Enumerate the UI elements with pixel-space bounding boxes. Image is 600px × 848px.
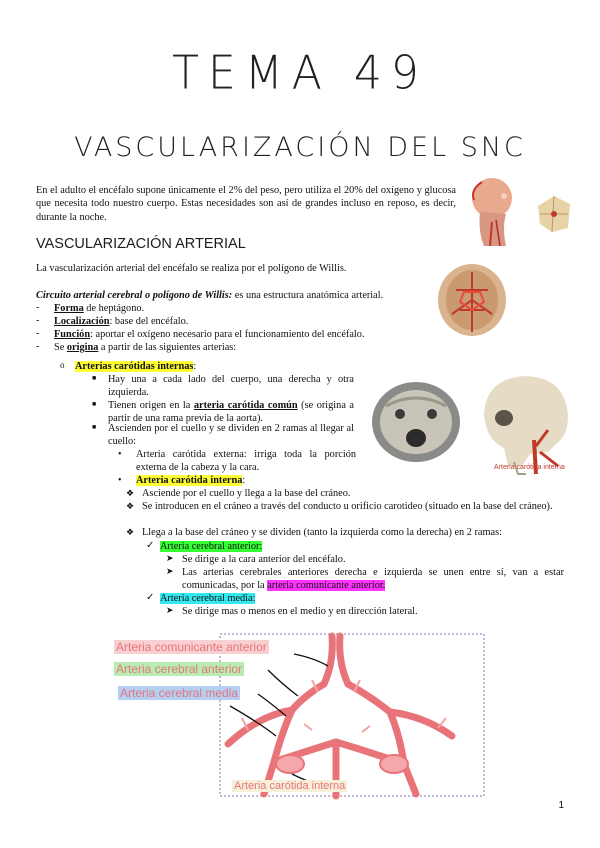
- label-cerebral-media: Arteria cerebral media: [120, 686, 239, 700]
- internal-carotid-3: Llega a la base del cráneo y se dividen (tanto la izquierda como la derecha) en 2 ramas:: [142, 527, 502, 538]
- arrow-bullet-icon: ➤: [166, 553, 174, 563]
- label-cerebral-anterior: Arteria cerebral anterior: [116, 662, 243, 676]
- dash-bullet: -: [36, 302, 40, 313]
- aca-heading: Arteria cerebral anterior:: [160, 541, 263, 552]
- arrow-bullet-icon: ➤: [166, 566, 174, 576]
- willis-diagram: [108, 632, 486, 800]
- mca-text-1: Se dirige mas o menos en el medio y en dirección lateral.: [182, 606, 418, 617]
- dash-bullet: -: [36, 341, 40, 352]
- circuit-label: Circuito arterial cerebral o polígono de Willis:: [36, 290, 233, 301]
- label-comunicante-anterior: Arteria comunicante anterior: [116, 640, 267, 654]
- page-subtitle: VASCULARIZACIÓN DEL SNC: [74, 132, 526, 163]
- circuit-text: es una estructura anatómica arterial.: [232, 290, 384, 301]
- circuit-definition: [36, 289, 436, 302]
- feature-forma: Forma de heptágono.: [54, 303, 145, 314]
- head-anatomy-image: [462, 172, 524, 246]
- dash-bullet: -: [36, 328, 40, 339]
- feature-localizacion: Localización: base del encéfalo.: [54, 316, 189, 327]
- aca-text-2: Las arterias cerebrales anteriores derecha e izquierda se unen entre sí, van a estar comunicadas, por la arteria comunicante anterior.: [182, 567, 564, 592]
- square-bullet-icon: ■: [92, 400, 97, 408]
- diamond-bullet-icon: ❖: [126, 488, 135, 498]
- aca-text-1: Se dirige a la cara anterior del encéfalo.: [182, 554, 346, 565]
- internal-carotid-heading: Arteria carótida interna:: [136, 475, 246, 486]
- intro-paragraph: En el adulto el encéfalo supone únicamente el 2% del peso, pero utiliza el 20% del oxígeno y glucosa que necesita todo nuestro cuerpo. Estas necesidades son así de grandes incluso en reposo, es decir, durante la noche.: [36, 185, 456, 223]
- skull-base-image: [366, 376, 466, 464]
- square-bullet-icon: ■: [92, 374, 97, 382]
- external-carotid-text: Arteria carótida externa: irriga toda la porción externa de la cabeza y la cara.: [136, 449, 356, 474]
- diamond-bullet-icon: ❖: [126, 501, 135, 511]
- carotid-bullet-2: Tienen origen en la arteria carótida común (se origina a partir de una rama previa de la aorta).: [108, 400, 355, 425]
- skull-lateral-image: [474, 370, 576, 476]
- carotid-heading: Arterias carótidas internas:: [75, 361, 197, 372]
- dot-bullet-icon: •: [118, 449, 122, 460]
- arrow-bullet-icon: ➤: [166, 605, 174, 615]
- section-heading: VASCULARIZACIÓN ARTERIAL: [36, 236, 246, 252]
- feature-funcion: Función: aportar el oxígeno necesario para el funcionamiento del encéfalo.: [54, 329, 365, 340]
- check-icon: ✓: [146, 540, 155, 551]
- mca-heading: Arteria cerebral media:: [160, 593, 256, 604]
- skull-caption: Arteria carótida interna: [494, 464, 565, 471]
- dash-bullet: -: [36, 315, 40, 326]
- diamond-bullet-icon: ❖: [126, 527, 135, 537]
- section-intro: La vascularización arterial del encéfalo se realiza por el polígono de Willis.: [36, 263, 347, 274]
- carotid-bullet-1: Hay una a cada lado del cuerpo, una derecha y otra izquierda.: [108, 374, 354, 399]
- square-bullet-icon: ■: [92, 423, 97, 431]
- dot-bullet-icon: •: [118, 475, 122, 486]
- brain-section-image: [532, 190, 576, 234]
- internal-carotid-1: Asciende por el cuello y llega a la base del cráneo.: [142, 488, 351, 499]
- feature-origina: Se origina a partir de las siguientes arterias:: [54, 342, 237, 353]
- label-carotida-interna: Arteria carótida interna: [234, 780, 346, 792]
- page-number: 1: [558, 800, 564, 811]
- page-title: TEMA 49: [172, 46, 428, 101]
- brain-base-image: [436, 262, 508, 338]
- check-icon: ✓: [146, 592, 155, 603]
- internal-carotid-2: Se introducen en el cráneo a través del conducto u orificio carotideo (situado en la base del cráneo).: [142, 501, 553, 512]
- carotid-bullet-3: Ascienden por el cuello y se dividen en 2 ramas al llegar al cuello:: [108, 423, 354, 448]
- circle-bullet-icon: o: [60, 360, 65, 370]
